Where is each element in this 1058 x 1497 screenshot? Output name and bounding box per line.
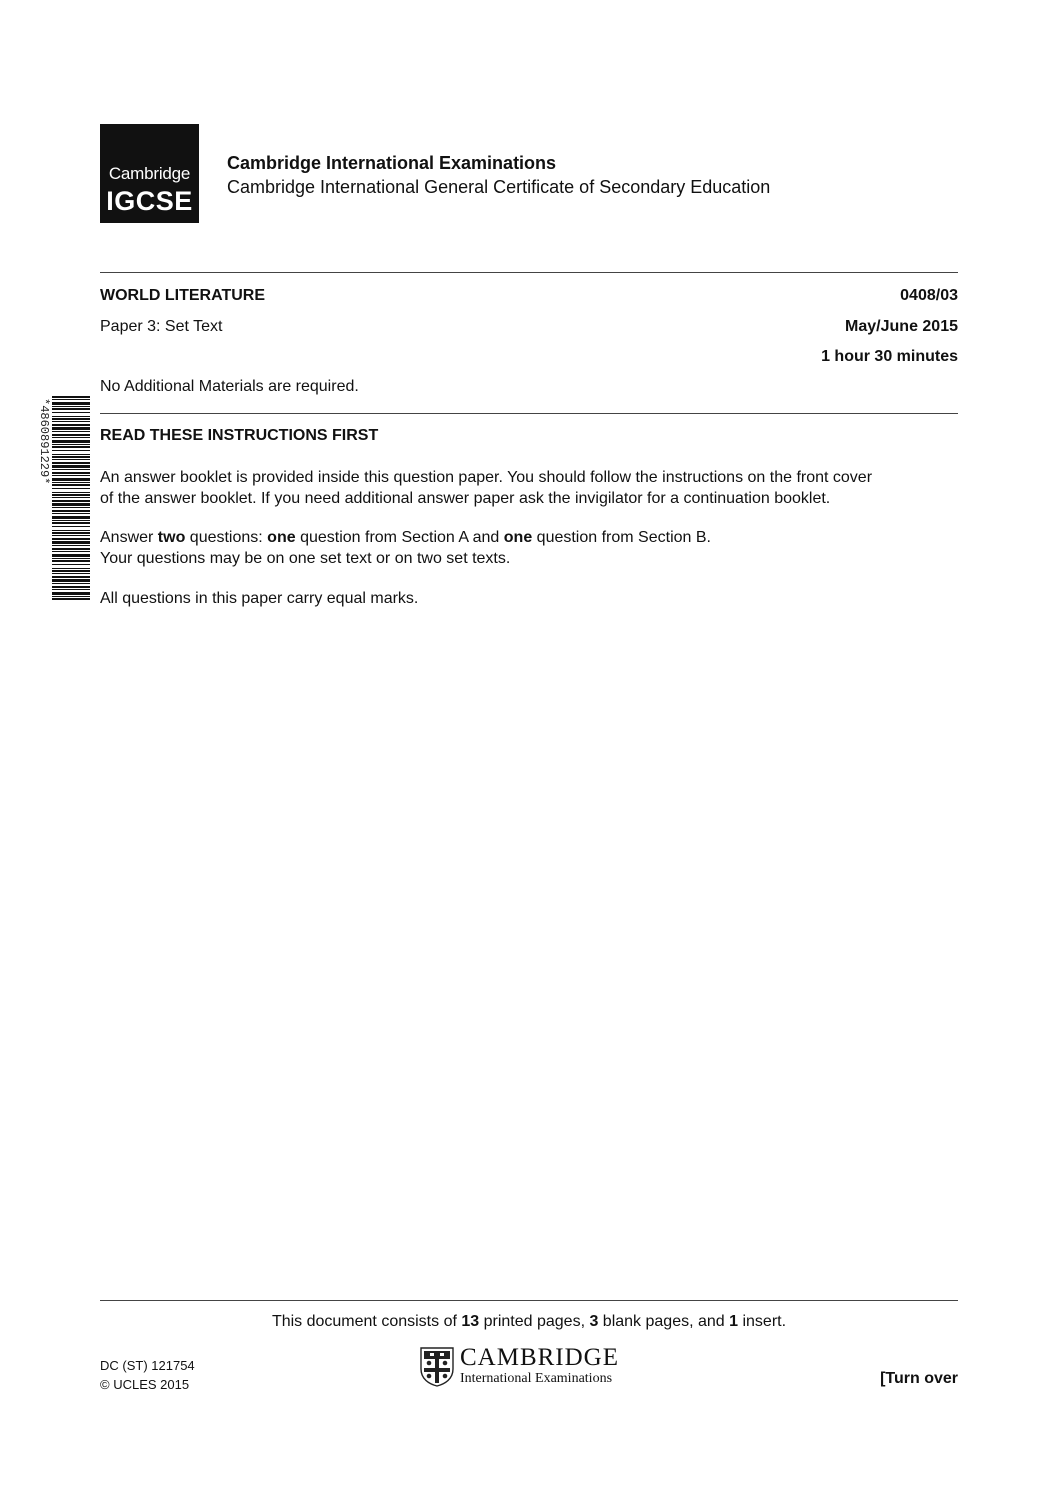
- barcode-stripe: [52, 586, 90, 588]
- cambridge-igcse-logo: [100, 124, 199, 223]
- syllabus-code: 0408/03: [900, 287, 958, 304]
- barcode-stripe: [52, 551, 90, 552]
- barcode-stripe: [52, 510, 90, 512]
- instructions-rule: [100, 413, 958, 414]
- instructions-p1-line2: of the answer booklet. If you need additional answer paper ask the invigilator for a continuation booklet.: [100, 490, 831, 507]
- barcode-stripe: [52, 494, 90, 496]
- barcode-stripe: [52, 472, 90, 474]
- barcode-stripe: [52, 437, 90, 438]
- barcode-stripe: [52, 583, 90, 584]
- barcode-stripe: [52, 538, 90, 540]
- instructions-p2-line2: Your questions may be on one set text or on two set texts.: [100, 550, 511, 567]
- logo-cambridge-text: Cambridge: [108, 164, 191, 183]
- barcode-stripe: [52, 434, 90, 436]
- barcode-stripe: [52, 570, 90, 572]
- barcode-stripe: [52, 402, 90, 405]
- barcode-stripe: [52, 444, 90, 445]
- header-rule: [100, 272, 958, 273]
- barcode-stripe: [52, 592, 90, 595]
- barcode-stripe: [52, 484, 90, 486]
- document-reference: [100, 1356, 195, 1394]
- barcode-stripe: [52, 421, 90, 422]
- barcode-stripe: [52, 579, 90, 582]
- qualification-name: Cambridge International General Certificate of Secondary Education: [227, 177, 771, 197]
- subject-title: WORLD LITERATURE: [100, 287, 266, 304]
- paper-name: Paper 3: Set Text: [100, 318, 223, 335]
- page-count-note: This document consists of 13 printed pages, 3 blank pages, and 1 insert.: [271, 1313, 787, 1330]
- barcode-stripe: [52, 532, 90, 534]
- barcode-stripe: [52, 548, 90, 550]
- barcode-stripe: [52, 558, 90, 559]
- barcode-stripe: [52, 554, 90, 557]
- barcode-stripe: [52, 568, 90, 569]
- barcode-stripe: [52, 503, 90, 506]
- barcode-stripe: [52, 440, 90, 443]
- barcode-stripe: [52, 456, 90, 458]
- barcode-stripe: [52, 396, 90, 398]
- copyright: © UCLES 2015: [100, 1377, 190, 1392]
- barcode-stripe: [52, 564, 90, 565]
- cambridge-wordmark: CAMBRIDGE: [460, 1344, 620, 1371]
- cambridge-crest-icon: [420, 1347, 454, 1387]
- instructions-p2-line1: Answer two questions: one question from Section A and one question from Section B.: [100, 529, 711, 546]
- exam-session: May/June 2015: [845, 318, 958, 335]
- barcode-stripe: [52, 408, 90, 410]
- barcode-stripe: [52, 431, 90, 432]
- instructions-paragraph-3: All questions in this paper carry equal marks.: [100, 590, 419, 607]
- turn-over-label: [Turn over: [880, 1370, 958, 1387]
- dc-code: DC (ST) 121754: [100, 1358, 195, 1373]
- barcode-stripe: [52, 399, 90, 400]
- barcode-number: *4860891229*: [37, 398, 51, 485]
- barcode-stripe: [52, 482, 90, 483]
- barcode-stripe: [52, 513, 90, 514]
- instructions-p1-line1: An answer booklet is provided inside this question paper. You should follow the instructions on the front cover: [100, 469, 873, 486]
- instructions-heading: READ THESE INSTRUCTIONS FIRST: [100, 427, 379, 444]
- cambridge-wordmark-subtitle: International Examinations: [460, 1371, 613, 1386]
- instructions-paragraph-1: [100, 467, 960, 509]
- barcode-stripe: [52, 475, 90, 476]
- logo-igcse-text: IGCSE: [106, 186, 193, 216]
- barcode-stripe: [52, 545, 90, 546]
- materials-note: No Additional Materials are required.: [100, 378, 359, 395]
- barcode-stripe: [52, 573, 90, 574]
- barcode-stripe: [52, 541, 90, 544]
- barcode-stripe: [52, 416, 90, 417]
- barcode-stripe: [52, 598, 90, 600]
- barcode-stripe: [52, 576, 90, 578]
- barcode-stripe: [52, 412, 90, 413]
- barcode-stripe: [52, 427, 90, 430]
- barcode-stripe: [52, 530, 90, 531]
- barcode-stripe: [52, 522, 90, 524]
- barcode-stripe: [52, 450, 90, 451]
- barcode-stripe: [52, 516, 90, 519]
- exam-duration: 1 hour 30 minutes: [821, 348, 958, 365]
- barcode-stripe: [52, 535, 90, 536]
- barcode-stripe: [52, 462, 90, 464]
- barcode-stripe: [52, 507, 90, 508]
- barcode-stripe: [52, 596, 90, 597]
- barcode-stripe: [52, 454, 90, 455]
- barcode-stripe: [52, 488, 90, 489]
- organisation-name: Cambridge International Examinations: [227, 153, 557, 173]
- barcode-stripe: [52, 446, 90, 448]
- barcode-stripe: [52, 469, 90, 470]
- barcode-stripe: [52, 418, 90, 420]
- barcode-stripe: [52, 560, 90, 562]
- barcode-stripe: [52, 406, 90, 407]
- barcode-stripe: [52, 526, 90, 527]
- instructions-paragraph-2: [100, 527, 960, 569]
- barcode-stripe: [52, 497, 90, 498]
- barcode-stripe: [52, 478, 90, 481]
- barcode-stripe: [52, 500, 90, 502]
- barcode-stripe: [52, 589, 90, 590]
- barcode-stripe: [52, 465, 90, 468]
- footer-rule: [100, 1300, 958, 1301]
- barcode-stripe: [52, 492, 90, 493]
- barcode-stripe: [52, 459, 90, 460]
- barcode-stripe: [52, 520, 90, 521]
- barcode-stripe: [52, 424, 90, 426]
